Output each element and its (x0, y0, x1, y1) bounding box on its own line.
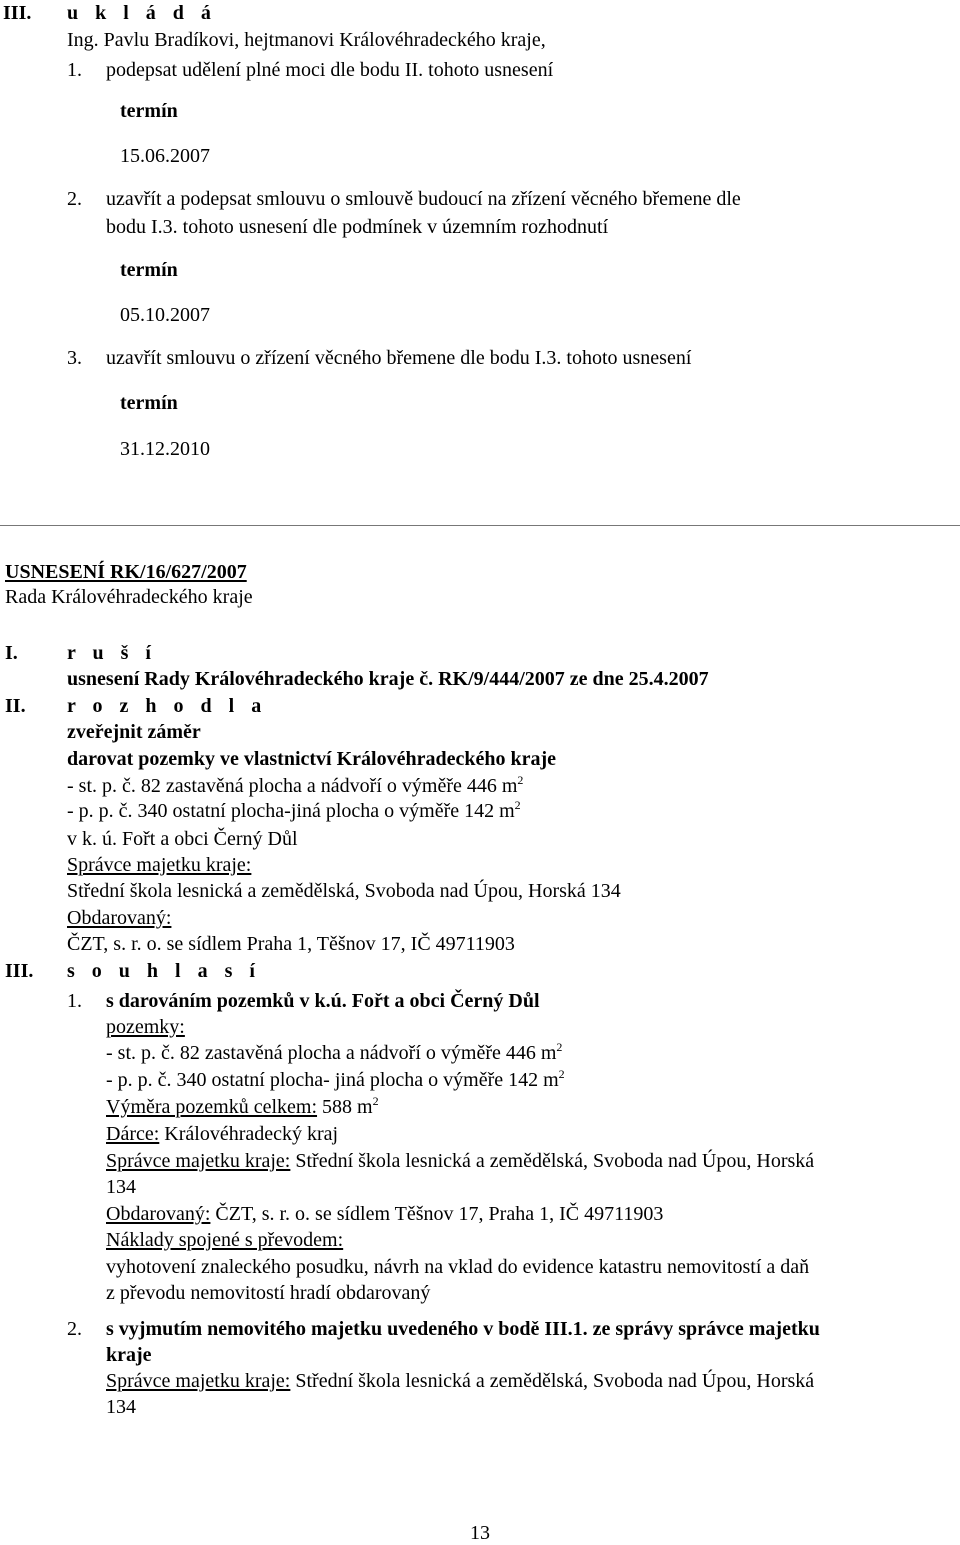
term-label: termín (120, 259, 178, 281)
costs-text-cont: z převodu nemovitostí hradí obdarovaný (106, 1282, 431, 1304)
decision-line: darovat pozemky ve vlastnictví Královéhradeckého kraje (67, 748, 557, 770)
item-number: 1. (67, 990, 82, 1012)
section-number: I. (5, 642, 18, 664)
resolution-body: Rada Královéhradeckého kraje (5, 586, 253, 608)
term-date: 31.12.2010 (120, 438, 210, 460)
item-text: uzavřít a podepsat smlouvu o smlouvě budoucí na zřízení věcného břemene dle (106, 188, 741, 210)
admin-label: Správce majetku kraje: (67, 854, 252, 876)
section-verb: r o z h o d l a (67, 695, 268, 717)
recipient-line: Obdarovaný: ČZT, s. r. o. se sídlem Těšnov 17, Praha 1, IČ 49711903 (106, 1203, 664, 1225)
parcel-line: - p. p. č. 340 ostatní plocha- jiná plocha o výměře 142 $m^2$ (106, 1067, 565, 1091)
item-number: 1. (67, 59, 82, 81)
admin-line: Správce majetku kraje: Střední škola lesnická a zemědělská, Svoboda nad Úpou, Horská (106, 1370, 815, 1392)
term-date: 05.10.2007 (120, 304, 210, 326)
admin-line-cont: 134 (106, 1396, 136, 1418)
parcel-line: - st. p. č. 82 zastavěná plocha a nádvoří o výměře 446 $m^2$ (106, 1040, 563, 1064)
page-number: 13 (470, 1522, 490, 1544)
admin-value: Střední škola lesnická a zemědělská, Svoboda nad Úpou, Horská 134 (67, 880, 621, 902)
pozemky-label: pozemky: (106, 1016, 185, 1038)
item-number: 2. (67, 1318, 82, 1340)
item-title: s darováním pozemků v k.ú. Fořt a obci Černý Důl (106, 990, 540, 1012)
section-divider (0, 525, 960, 526)
item-title: s vyjmutím nemovitého majetku uvedeného v bodě III.1. ze správy správce majetku (106, 1318, 820, 1340)
recipient-label: Obdarovaný: (67, 907, 172, 929)
recipient-value: ČZT, s. r. o. se sídlem Praha 1, Těšnov 17, IČ 49711903 (67, 933, 515, 955)
addressee: Ing. Pavlu Bradíkovi, hejtmanovi Královéhradeckého kraje, (67, 29, 546, 51)
item-number: 3. (67, 347, 82, 369)
parcel-line: - p. p. č. 340 ostatní plocha-jiná plocha o výměře 142 $m^2$ (67, 798, 521, 822)
item-title-cont: kraje (106, 1344, 152, 1366)
total-area: Výměra pozemků celkem: 588 $m^2$ (106, 1094, 379, 1118)
term-date: 15.06.2007 (120, 145, 210, 167)
item-text: podepsat udělení plné moci dle bodu II. tohoto usnesení (106, 59, 554, 81)
term-label: termín (120, 392, 178, 414)
admin-line: Správce majetku kraje: Střední škola lesnická a zemědělská, Svoboda nad Úpou, Horská (106, 1150, 815, 1172)
section-number: III. (5, 960, 34, 982)
cancelled-resolution: usnesení Rady Královéhradeckého kraje č. RK/9/444/2007 ze dne 25.4.2007 (67, 668, 709, 690)
term-label: termín (120, 100, 178, 122)
resolution-title: USNESENÍ RK/16/627/2007 (5, 561, 247, 583)
item-text: uzavřít smlouvu o zřízení věcného břemene dle bodu I.3. tohoto usnesení (106, 347, 692, 369)
section-verb: r u š í (67, 642, 157, 664)
section-verb: u k l á d á (67, 2, 217, 24)
item-number: 2. (67, 188, 82, 210)
location-line: v k. ú. Fořt a obci Černý Důl (67, 828, 298, 850)
item-text-cont: bodu I.3. tohoto usnesení dle podmínek v územním rozhodnutí (106, 216, 609, 238)
costs-label: Náklady spojené s převodem: (106, 1229, 344, 1251)
decision-line: zveřejnit záměr (67, 721, 201, 743)
section-number: III. (3, 2, 32, 24)
admin-line-cont: 134 (106, 1176, 136, 1198)
section-number: II. (5, 695, 26, 717)
donor-line: Dárce: Královéhradecký kraj (106, 1123, 339, 1145)
costs-text: vyhotovení znaleckého posudku, návrh na vklad do evidence katastru nemovitostí a daň (106, 1256, 810, 1278)
section-verb: s o u h l a s í (67, 960, 261, 982)
parcel-line: - st. p. č. 82 zastavěná plocha a nádvoří o výměře 446 $m^2$ (67, 773, 524, 797)
